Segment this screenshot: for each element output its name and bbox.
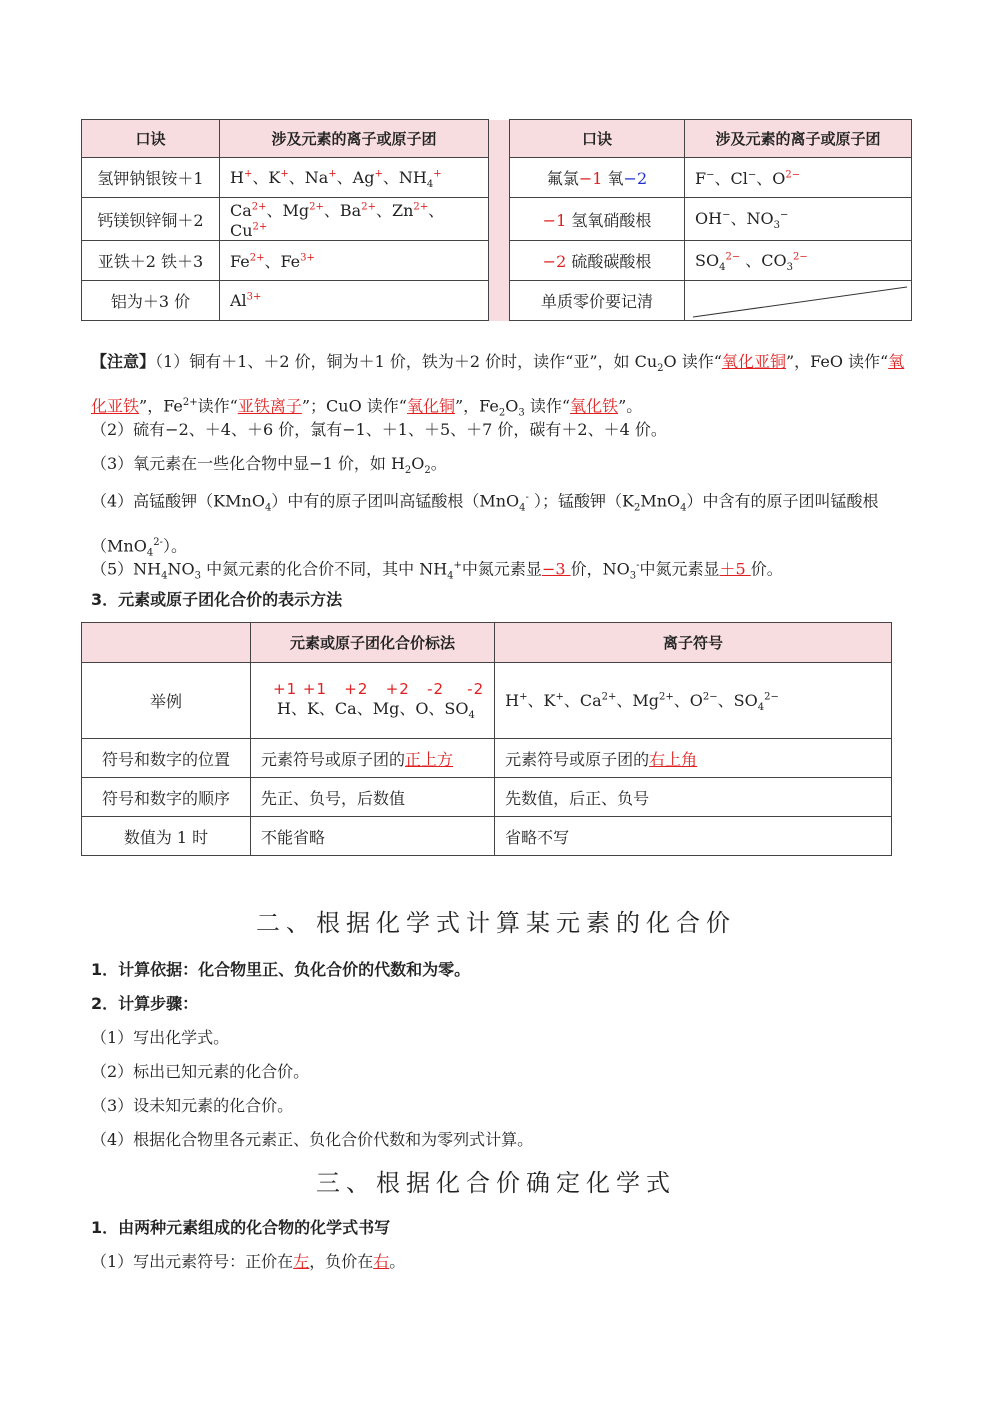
header-valence-notation: 元素或原子团化合价标法 [251,623,495,663]
header-mnemonic-left: 口诀 [82,120,220,158]
step-2: （2）标出已知元素的化合价。 [91,1062,310,1081]
mnemonic-cell: 亚铁＋2 铁＋3 [82,241,220,281]
step-3: （3）设未知元素的化合价。 [91,1096,294,1115]
calc-steps-title: 2．计算步骤： [91,994,199,1013]
note-paragraph-1: 【注意】（1）铜有＋1、＋2 价，铜为＋1 价，铁为＋2 价时，读作“亚”，如 $Cu_2O$ 读作“氧化亚铜”，FeO 读作“氧化亚铁”，$Fe^{2+}$读作“亚铁离子”；CuO 读作“氧化铜”，$Fe_2O_3$ 读作“氧化铁”。 [91,352,905,419]
mnemonic-cell: 氢钾钠银铵＋1 [82,158,220,198]
section-3-title: 3．元素或原子团化合价的表示方法 [91,590,343,609]
ions-cell: $SO_4^{2-}$ 、$CO_3^{2-}$ [685,241,912,281]
note-paragraph-2: （2）硫有−2、＋4、＋6 价，氯有−1、＋1、＋5、＋7 价，碳有＋2、＋4 价。 [91,420,667,439]
mnemonic-cell: −2 硫酸碳酸根 [510,241,685,281]
valence-mnemonic-table [81,119,912,321]
header-mnemonic-right: 口诀 [510,120,685,158]
ions-cell: OH−、$NO_3^-$ [685,198,912,241]
valence-notation-table [81,622,892,856]
position-ion: 元素符号或原子团的右上角 [495,739,892,778]
ion-example: H+、K+、$Ca^{2+}$、$Mg^{2+}$、$O^{2-}$、$SO_4^{2-}$ [495,663,892,739]
empty-slash-cell [685,281,912,321]
valence-example [251,663,495,739]
valence-symbols: H、K、Ca、Mg、O、$SO_4$ [277,698,475,722]
formula-writing-title: 1．由两种元素组成的化合物的化学式书写 [91,1218,391,1237]
mnemonic-cell: 氟氯−1 氧−2 [510,158,685,198]
header-ion-symbol: 离子符号 [495,623,892,663]
step-4: （4）根据化合物里各元素正、负化合价代数和为零列式计算。 [91,1130,534,1149]
formula-writing-step-1: （1）写出元素符号：正价在左，负价在右。 [91,1252,406,1271]
ions-cell: $Fe^{2+}$、$Fe^{3+}$ [220,241,489,281]
order-valence: 先正、负号，后数值 [251,778,495,817]
valence-values: +1 +1 +2 +2 -2 -2 [273,679,485,698]
section-heading-2: 二、根据化学式计算某元素的化合价 [256,909,736,937]
row-label-example: 举例 [82,663,251,739]
section-heading-3: 三、根据化合价确定化学式 [316,1169,676,1197]
row-label-one: 数值为 1 时 [82,817,251,856]
header-blank [82,623,251,663]
mnemonic-cell: 铝为＋3 价 [82,281,220,321]
position-valence: 元素符号或原子团的正上方 [251,739,495,778]
row-label-position: 符号和数字的位置 [82,739,251,778]
note-paragraph-5: $(5)NH_4NO_3$ 中氮元素的化合价不同，其中 $NH_4^+$中氮元素显−3 价，$NO_3^-$中氮元素显＋5 价。 [91,559,783,582]
diagonal-line [685,281,913,321]
mnemonic-cell: 单质零价要记清 [510,281,685,321]
ions-cell: F−、Cl−、$O^{2-}$ [685,158,912,198]
ions-cell: $Al^{3+}$ [220,281,489,321]
note-paragraph-4: （4）高锰酸钾（KMnO$_4$）中有的原子团叫高锰酸根（MnO$_4$- ）；锰酸钾$(K_2MnO_4)$中含有的原子团叫锰酸根（MnO$_4^{2-}$）。 [91,491,879,559]
step-1: （1）写出化学式。 [91,1028,230,1047]
one-valence: 不能省略 [251,817,495,856]
header-ions-left: 涉及元素的离子或原子团 [220,120,489,158]
row-label-order: 符号和数字的顺序 [82,778,251,817]
ions-cell: H+、K+、Na+、Ag+、$NH_4^+$ [220,158,489,198]
mnemonic-cell: −1 氢氧硝酸根 [510,198,685,241]
header-ions-right: 涉及元素的离子或原子团 [685,120,912,158]
note-paragraph-3: （3）氧元素在一些化合物中显−1 价，如 $H_2O_2$。 [91,454,447,477]
table-gap [489,120,510,321]
order-ion: 先数值，后正、负号 [495,778,892,817]
calc-basis: 1．计算依据：化合物里正、负化合价的代数和为零。 [91,960,471,979]
ions-cell: $Ca^{2+}$、$Mg^{2+}$、$Ba^{2+}$、$Zn^{2+}$、$Cu^{2+}$ [220,198,489,241]
one-ion: 省略不写 [495,817,892,856]
mnemonic-cell: 钙镁钡锌铜＋2 [82,198,220,241]
